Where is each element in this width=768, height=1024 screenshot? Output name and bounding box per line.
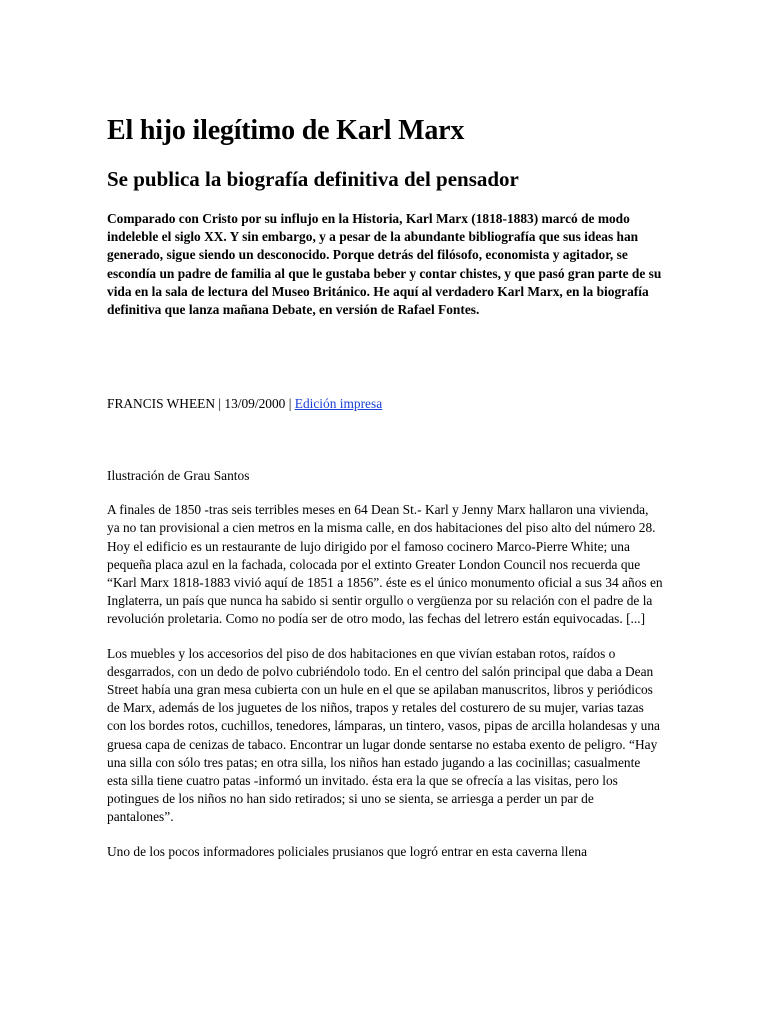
body-paragraph-2: Los muebles y los accesorios del piso de dos habitaciones en que vivían estaban rotos, raídos o desgarrados, con un dedo de polvo cubriéndolo todo. En el centro del salón principal que daba a Dean Street había una gran mesa cubierta con un hule en el que se apilaban manuscritos, libros y periódicos de Marx, además de los juguetes de los niños, trapos y retales del costurero de su mujer, varias tazas con los bordes rotos, cuchillos, tenedores, lámparas, un tintero, vasos, pipas de arcilla holandesas y una gruesa capa de cenizas de tabaco. Encontrar un lugar donde sentarse no estaba exento de peligro. “Hay una silla con sólo tres patas; en otra silla, los niños han estado jugando a las cocinillas; casualmente esta silla tiene cuatro patas -informó un invitado. ésta era la que se ofrecía a las visitas, pero los potingues de los niños no han sido retirados; si uno se sienta, se arriesga a perder un par de pantalones”. <box>107 645 660 825</box>
article <box>107 114 663 861</box>
article-subtitle: Se publica la biografía definitiva del pensador <box>107 167 519 191</box>
image-caption: Ilustración de Grau Santos <box>107 468 250 484</box>
article-title: El hijo ilegítimo de Karl Marx <box>107 115 465 146</box>
edition-link[interactable]: Edición impresa <box>294 396 383 412</box>
byline <box>107 395 663 413</box>
body-paragraph-1: A finales de 1850 -tras seis terribles meses en 64 Dean St.- Karl y Jenny Marx hallaron una vivienda, ya no tan provisional a cien metros en la misma calle, en dos habitaciones del piso alto del número 28. Hoy el edificio es un restaurante de lujo dirigido por el famoso cocinero Marco-Pierre White; una pequeña placa azul en la fachada, colocada por el extinto Greater London Council nos recuerda que “Karl Marx 1818-1883 vivió aquí de 1851 a 1856”. éste es el único monumento oficial a sus 34 años en Inglaterra, un país que nunca ha sabido si sentir orgullo o vergüenza por su relación con el padre de la revolución proletaria. Como no podía ser de otro modo, las fechas del letrero están equivocadas. [...] <box>107 502 663 627</box>
byline-text: FRANCIS WHEEN | 13/09/2000 | <box>107 396 295 412</box>
spacer <box>107 413 663 467</box>
article-lead: Comparado con Cristo por su influjo en la Historia, Karl Marx (1818-1883) marcó de modo indeleble el siglo XX. Y sin embargo, y a pesar de la abundante bibliografía que sus ideas han generado, sigue siendo un desconocido. Porque detrás del filósofo, economista y agitador, se escondía un padre de familia al que le gustaba beber y contar chistes, y que pasó gran parte de su vida en la sala de lectura del Museo Británico. He aquí al verdadero Karl Marx, en la biografía definitiva que lanza mañana Debate, en versión de Rafael Fontes. <box>107 211 662 318</box>
body-paragraph-3: Uno de los pocos informadores policiales prusianos que logró entrar en esta caverna llena <box>107 843 588 859</box>
